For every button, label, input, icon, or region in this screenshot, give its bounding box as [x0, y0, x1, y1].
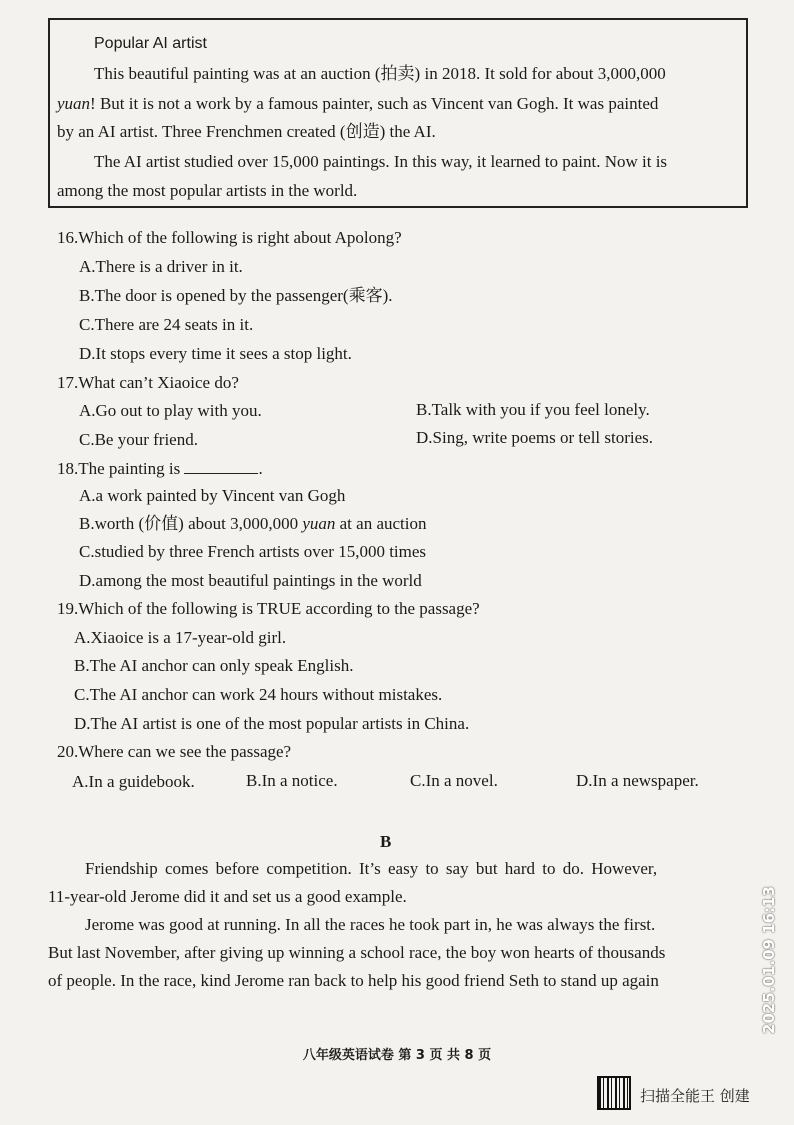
question-16-stem: 16.Which of the following is right about Apolong?: [57, 228, 402, 247]
q16-option-c: C.There are 24 seats in it.: [79, 315, 254, 334]
passage-line: by an AI artist. Three Frenchmen created (创造) the AI.: [57, 122, 436, 141]
q16-option-b: B.The door is opened by the passenger(乘客).: [79, 286, 393, 305]
qr-code-icon: [597, 1076, 631, 1110]
q19-option-d: D.The AI artist is one of the most popular artists in China.: [74, 714, 470, 733]
section-b-label: B: [380, 832, 392, 851]
page-footer: 八年级英语试卷 第 3 页 共 8 页: [302, 1048, 492, 1063]
section-b-line: Jerome was good at running. In all the races he took part in, he was always the first.: [85, 915, 656, 934]
q18-option-b: B.worth (价值) about 3,000,000 yuan at an auction: [79, 514, 427, 533]
q19-option-a: A.Xiaoice is a 17-year-old girl.: [74, 628, 287, 647]
q20-option-c: C.In a novel.: [410, 771, 498, 790]
q17-option-b: B.Talk with you if you feel lonely.: [416, 400, 650, 419]
question-20-stem: 20.Where can we see the passage?: [57, 742, 292, 761]
q17-option-a: A.Go out to play with you.: [79, 401, 262, 420]
timestamp-stamp: 2025.01.09 16:13: [760, 886, 778, 1034]
passage-line: The AI artist studied over 15,000 paintings. In this way, it learned to paint. Now it is: [94, 152, 668, 171]
passage-line: among the most popular artists in the world.: [57, 181, 358, 200]
question-19-stem: 19.Which of the following is TRUE according to the passage?: [57, 599, 480, 618]
section-b-line: Friendship comes before competition. It’s easy to say but hard to do. However,: [85, 859, 658, 878]
section-b-line: of people. In the race, kind Jerome ran back to help his good friend Seth to stand up again: [48, 971, 659, 990]
q20-option-a: A.In a guidebook.: [72, 772, 195, 791]
q19-option-b: B.The AI anchor can only speak English.: [74, 656, 354, 675]
section-b-line: But last November, after giving up winning a school race, the boy won hearts of thousands: [48, 943, 666, 962]
question-17-stem: 17.What can’t Xiaoice do?: [57, 373, 239, 392]
q20-option-b: B.In a notice.: [246, 771, 338, 790]
scanner-brand: 扫描全能王 创建: [640, 1087, 750, 1105]
q16-option-d: D.It stops every time it sees a stop light.: [79, 344, 352, 363]
section-b-line: 11-year-old Jerome did it and set us a good example.: [48, 887, 407, 906]
q19-option-c: C.The AI anchor can work 24 hours without mistakes.: [74, 685, 443, 704]
q18-option-d: D.among the most beautiful paintings in the world: [79, 571, 422, 590]
passage-line: This beautiful painting was at an auction (拍卖) in 2018. It sold for about 3,000,000: [94, 64, 666, 83]
q17-option-d: D.Sing, write poems or tell stories.: [416, 428, 654, 447]
q20-option-d: D.In a newspaper.: [576, 771, 699, 790]
passage-line: yuan! But it is not a work by a famous painter, such as Vincent van Gogh. It was painted: [57, 94, 659, 113]
q18-option-c: C.studied by three French artists over 15,000 times: [79, 542, 427, 561]
question-18-stem: 18.The painting is .: [57, 459, 263, 478]
passage-title: Popular AI artist: [94, 35, 207, 52]
answer-blank: [184, 459, 258, 474]
q17-option-c: C.Be your friend.: [79, 430, 198, 449]
q16-option-a: A.There is a driver in it.: [79, 257, 243, 276]
q18-option-a: A.a work painted by Vincent van Gogh: [79, 486, 346, 505]
